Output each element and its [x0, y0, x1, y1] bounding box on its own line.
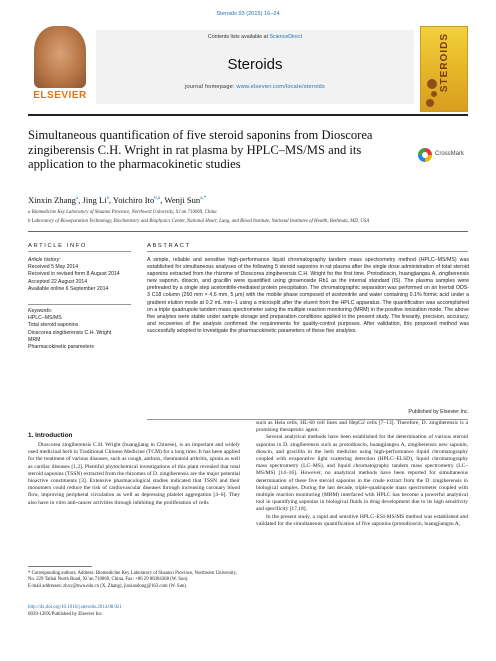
email-addresses[interactable]: E-mail addresses: zhxy@nwu.edu.cn (X. Zhang), jiaxiaodong@163.com (W. Sun). [28, 583, 188, 589]
journal-reference[interactable]: Steroids 93 (2015) 16–24 [216, 11, 280, 17]
crossmark-label: CrossMark [435, 151, 465, 157]
author-name[interactable]: Wenji Sun [164, 195, 201, 205]
doi-link[interactable]: http://dx.doi.org/10.1016/j.steroids.2014.08.021 [28, 605, 122, 610]
history-item: Received 5 May 2014 [28, 264, 79, 271]
elsevier-logo[interactable] [28, 22, 92, 110]
keyword: Dioscorea zingiberensis C.H. Wright [28, 329, 112, 336]
author-sup[interactable]: a,* [200, 196, 207, 202]
tree-icon [34, 26, 86, 88]
author-name[interactable]: Xinxin Zhang [28, 195, 76, 205]
contents-prefix: Contents lists available at [207, 34, 268, 40]
author-sup[interactable]: a [75, 196, 79, 202]
article-info-heading: ARTICLE INFO [28, 243, 88, 249]
journal-title: Steroids [227, 56, 283, 73]
corresponding-author-note: * Corresponding authors. Address: Biomedicine Key Laboratory of Shaanxi Province, Northwest University, No. 229 Taibai North Road, Xi’an 710069, China. Fax: +86 29 88304368 (W. Sun). [28, 571, 237, 583]
sciencedirect-link[interactable]: ScienceDirect [269, 34, 303, 40]
body-paragraph: Several analytical methods have been established for the determination of various steroid saponins in D. zingiberensis such as protodioscin, huangjiangsu A, zingiberensis new saponin, dioscin, and gracillin in the herb medicine using high-performance liquid chromatography coupled with evaporative light scattering detection (HPLC–ELSD), liquid chromatography mass spectrometry (LC–MS), and liquid chromatography tandem mass spectrometry (LC–MS/MS) [14–16]. However, no analytical methods have been reported for simultaneous determination of these five steroid saponins in the crude extract from the D. zingiberensis in biological samples. During the last decade, triple-quadrupole mass spectrometer coupled with multiple reaction monitoring (MRM) interfaced with HPLC has become a powerful analytical tool in quantifying saponins in biological fluids in drug development due to its high sensitivity and specificity [17,18]. [256, 434, 468, 513]
keyword: Pharmacokinetic parameters [28, 344, 95, 351]
section-heading: 1. Introduction [28, 432, 73, 439]
footnote-divider [28, 566, 92, 567]
cover-molecule-icon [431, 91, 437, 97]
masthead [28, 22, 468, 113]
author-sup[interactable]: a [106, 196, 109, 202]
header-divider [28, 114, 468, 116]
body-paragraph: Dioscorea zingiberensis C.H. Wright (huangjiang in Chinese), is an important and widely used medicinal herb in Traditional Chinese Medicine (TCM) for a long time. It has been applied for the treatment of various diseases, such as cough, anthrax, rheumatoid arthritis, sprain as well as cardiac diseases [1,2]. Plentiful phytochemical investigations of this plant revealed that total steroid saponins (TSSN) extracted from the rhizomes of D. zingiberensis are the major potential bioactive constituents [3]. Extensive pharmacological studies indicated that TSSN and their monomers could reduce the risk of cardiovascular diseases through increasing coronary blood flow, improving peripheral circulation as well as depressing platelet aggregation [4–6]. They also have in vitro anti-cancer activities through inhibiting the proliferation of cells [28, 442, 240, 506]
journal-banner [96, 30, 414, 104]
crossmark-icon [418, 148, 432, 162]
author-name[interactable]: Yoichiro Ito [112, 195, 155, 205]
history-item: Available online 6 September 2014 [28, 285, 109, 292]
abstract-divider [147, 251, 468, 252]
keyword: Total steroid saponins [28, 322, 79, 329]
abstract-heading: ABSTRACT [147, 243, 191, 249]
crossmark-button[interactable] [418, 148, 470, 164]
cover-molecule-icon [427, 79, 437, 89]
keywords-label: Keywords: [28, 308, 53, 314]
history-item: Received in revised form 8 August 2014 [28, 271, 120, 278]
abstract-text: A simple, reliable and sensitive high-performance liquid chromatography tandem mass spectrometry method (HPLC–MS/MS) was established for simultaneous analyses of the following 5 steroid saponins in rat plasma after the single dose administration of total steroid saponins extracted from the rhizome of Dioscorea zingiberensis C.H. Wright for the first time. Protodioscin, huangjiangsu A, zingiberensis new saponin, dioscin, and gracillin were quantified using ginsenoside Rb1 as the internal standard (IS). The plasma samples were pretreated by a single step acetonitrile-mediated protein precipitation. The chromatographic separation was performed on an Inertsil ODS-3 C18 column (250 mm × 4.6 mm, 5 μm) with the mobile phase composed of acetonitrile and water containing 0.1% formic acid under a gradient elution mode at 0.2 mL min−1 using a microsplit after the eluent from the HPLC apparatus. The quantification was accomplished on a triple quadrupole tandem mass spectrometer using the multiple reaction monitoring (MRM) in the positive ionization mode. The above five analytes were stable under sample storage and preparation conditions applied in the present study. The linearity, precision, accuracy, and recoveries of the analysis confirmed the requirements for quality-control purposes. After validation, this proposed method was successfully adopted to investigate the pharmacokinetic parameters of these five analytes. [147, 257, 469, 334]
keyword: MRM [28, 336, 41, 343]
footnote [28, 571, 240, 590]
keywords-divider [28, 304, 131, 305]
history-item: Accepted 22 August 2014 [28, 278, 88, 285]
contents-line [96, 34, 414, 40]
author-list: Xinxin Zhang$^a$, Jing Li$^a$, Yoichiro Ito$^{b,a}$, Wenji Sun$^{a,*}$ [28, 195, 207, 205]
body-paragraph: such as Hela cells, HL-60 cell lines and HepG2 cells [7–13]. Therefore, D. zingiberensis is a promising therapeutic agent. [256, 420, 468, 434]
journal-cover[interactable] [420, 26, 468, 112]
article-title: Simultaneous quantification of five steroid saponins from Dioscorea zingiberensis C.H. Wright in rat plasma by HPLC–MS/MS and its application to the pharmacokinetic studies [28, 128, 373, 171]
affiliation-a: a Biomedicine Key Laboratory of Shaanxi Province, Northwest University, Xi’an 710069, China [28, 210, 217, 215]
affiliation-b: b Laboratory of Bioseparation Technology, Biochemistry and Biophysics Center, National Heart, Lung, and Blood Institute, National Institutes of Health, Bethesda, MD, USA [28, 219, 370, 224]
body-column-right [256, 420, 468, 528]
homepage-prefix: journal homepage: [185, 84, 235, 90]
cover-molecule-icon [426, 99, 434, 107]
keyword: HPLC–MS/MS [28, 315, 62, 322]
author-sup[interactable]: b,a [154, 196, 161, 202]
history-label: Article history: [28, 257, 61, 263]
journal-homepage [96, 84, 414, 90]
keywords [28, 308, 138, 351]
body-paragraph: In the present study, a rapid and sensitive HPLC–ESI-MS/MS method was established and validated for the simultaneous quantification of five saponins (protodioscin, huangjiangsu A, [256, 513, 468, 527]
title-divider [28, 231, 468, 232]
elsevier-logo-text: ELSEVIER [33, 90, 87, 101]
cover-title: STEROIDS [439, 33, 450, 93]
body-column-left [28, 442, 240, 507]
homepage-link[interactable]: www.elsevier.com/locate/steroids [236, 84, 325, 90]
article-history [28, 257, 138, 293]
published-by: Published by Elsevier Inc. [408, 409, 469, 415]
issn-line: 0039-128X/Published by Elsevier Inc. [28, 612, 103, 617]
author-name[interactable]: Jing Li [82, 195, 107, 205]
article-info-divider [28, 251, 131, 252]
